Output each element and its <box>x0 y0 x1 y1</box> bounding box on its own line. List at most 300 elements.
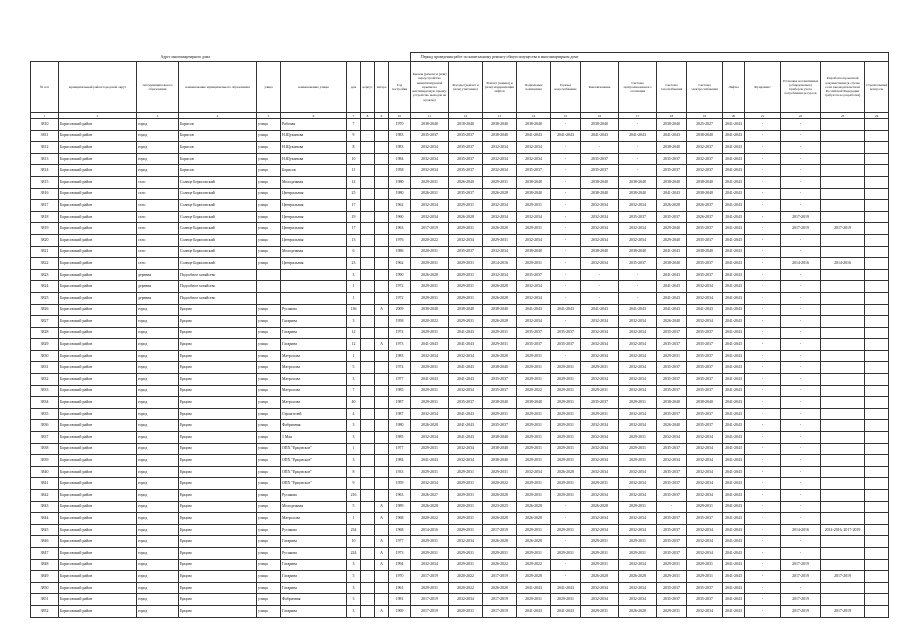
table-cell <box>361 582 375 594</box>
table-cell: 2041-2043 <box>517 605 551 617</box>
table-cell: 2032-2034 <box>449 455 483 467</box>
table-cell: Подсобное хозяйство <box>179 281 257 293</box>
table-cell: 2029-2031 <box>517 594 551 606</box>
table-cell: Борисовский район <box>59 176 137 188</box>
table-cell: 2032-2034 <box>687 547 723 559</box>
table-cell: 2041-2043 <box>551 304 581 316</box>
table-cell: 2041-2043 <box>551 582 581 594</box>
table-cell <box>375 594 389 606</box>
table-cell: 3832 <box>31 374 59 386</box>
table-cell: - <box>745 605 781 617</box>
table-cell: 2029-2031 <box>551 420 581 432</box>
table-cell: 2041-2043 <box>723 408 745 420</box>
table-cell: - <box>781 200 821 212</box>
table-cell <box>865 142 889 154</box>
table-cell: улица <box>257 605 281 617</box>
column-header: Лифты <box>723 62 745 113</box>
table-cell: 2035-2037 <box>657 385 687 397</box>
table-cell: 2029-2031 <box>517 547 551 559</box>
table-cell: - <box>781 490 821 502</box>
table-cell: село <box>137 258 179 270</box>
table-cell: 2035-2037 <box>657 490 687 502</box>
table-cell: 1985 <box>389 432 411 444</box>
table-cell <box>361 350 375 362</box>
table-cell <box>361 362 375 374</box>
table-cell: 2029-2031 <box>551 524 581 536</box>
table-cell <box>361 524 375 536</box>
table-cell: Ерцово <box>179 397 257 409</box>
table-row <box>31 443 889 455</box>
table-cell: Борисовский район <box>59 513 137 525</box>
table-cell: город <box>137 605 179 617</box>
table-cell <box>375 234 389 246</box>
table-cell <box>361 246 375 258</box>
table-cell: 2035-2037 <box>657 536 687 548</box>
table-cell: Гагарина <box>281 339 347 351</box>
table-row <box>31 176 889 188</box>
table-cell: 2032-2034 <box>449 385 483 397</box>
table-cell: 2029-2031 <box>517 408 551 420</box>
table-cell: 2041-2043 <box>411 374 449 386</box>
group-periods: Период проведения работ по капитальному ремонту общего имущества в многоквартирном доме <box>411 53 889 62</box>
table-row <box>31 200 889 212</box>
table-cell: - <box>781 165 821 177</box>
table-cell: 2029-2031 <box>657 605 687 617</box>
column-number: 20 <box>723 113 745 119</box>
table-cell: город <box>137 432 179 444</box>
table-cell: 2026-2028 <box>483 582 517 594</box>
table-cell: Солнце Борисовский <box>179 258 257 270</box>
table-cell: 2032-2034 <box>483 165 517 177</box>
table-cell: 3812 <box>31 142 59 154</box>
table-cell: 4 <box>347 408 361 420</box>
table-row <box>31 478 889 490</box>
table-cell: 3831 <box>31 362 59 374</box>
table-cell: Матросова <box>281 350 347 362</box>
table-cell: Центральная <box>281 188 347 200</box>
table-cell: ОПХ "Ерцовское" <box>281 455 347 467</box>
table-cell: Солнце Борисовский <box>179 188 257 200</box>
table-cell: 2038-2040 <box>657 176 687 188</box>
table-cell <box>361 432 375 444</box>
table-cell: 2029-2031 <box>657 559 687 571</box>
table-cell: 3849 <box>31 571 59 583</box>
table-cell: 2041-2043 <box>723 327 745 339</box>
table-cell: 2032-2034 <box>687 292 723 304</box>
table-cell <box>821 339 865 351</box>
table-cell: Борисовский район <box>59 234 137 246</box>
table-row <box>31 153 889 165</box>
table-cell: Н.Щукинова <box>281 142 347 154</box>
table-cell <box>821 165 865 177</box>
table-cell: 2035-2037 <box>517 269 551 281</box>
table-cell: 2032-2034 <box>687 524 723 536</box>
table-cell <box>375 292 389 304</box>
table-cell: улица <box>257 443 281 455</box>
table-cell: 2032-2034 <box>619 223 657 235</box>
table-cell <box>375 142 389 154</box>
table-cell: 2041-2043 <box>411 455 449 467</box>
table-cell: 2041-2043 <box>723 211 745 223</box>
column-header: Канализование <box>581 62 619 113</box>
table-cell: 2041-2043 <box>723 571 745 583</box>
table-cell: 2032-2034 <box>581 455 619 467</box>
table-cell: 2032-2034 <box>581 443 619 455</box>
table-cell: Борисовский район <box>59 350 137 362</box>
table-cell: 2018-2040 <box>449 119 483 131</box>
table-cell: 2041-2043 <box>723 559 745 571</box>
table-cell: 2032-2034 <box>619 594 657 606</box>
table-cell: 2041-2043 <box>551 605 581 617</box>
table-cell: 136 <box>347 304 361 316</box>
table-cell <box>361 327 375 339</box>
table-cell: 1990 <box>389 269 411 281</box>
table-row <box>31 130 889 142</box>
table-cell <box>361 547 375 559</box>
table-cell: 1 <box>347 443 361 455</box>
table-row <box>31 559 889 571</box>
table-cell: 2041-2043 <box>657 188 687 200</box>
table-cell: Солнце Борисовский <box>179 176 257 188</box>
table-cell: 2035-2037 <box>517 327 551 339</box>
table-cell: Ерцово <box>179 466 257 478</box>
table-cell: 3833 <box>31 385 59 397</box>
column-header: корпус <box>361 62 375 113</box>
table-cell: 2029-2031 <box>517 443 551 455</box>
table-cell: - <box>745 374 781 386</box>
table-cell: - <box>745 385 781 397</box>
table-cell: 2038-2040 <box>483 397 517 409</box>
table-cell <box>865 119 889 131</box>
table-cell: 2032-2034 <box>411 211 449 223</box>
table-cell: город <box>137 304 179 316</box>
column-number: 16 <box>581 113 619 119</box>
table-cell <box>821 374 865 386</box>
table-cell: 3836 <box>31 420 59 432</box>
table-cell: 3827 <box>31 316 59 328</box>
table-cell: - <box>781 130 821 142</box>
table-cell: 2035-2037 <box>657 153 687 165</box>
table-cell: 10 <box>347 536 361 548</box>
table-cell: 2017-2019 <box>411 594 449 606</box>
table-cell: 2029-2031 <box>517 478 551 490</box>
table-cell: А <box>375 547 389 559</box>
table-cell: - <box>745 582 781 594</box>
table-cell: Ерцово <box>179 350 257 362</box>
table-cell: улица <box>257 547 281 559</box>
table-cell: Русакова <box>281 304 347 316</box>
table-row <box>31 281 889 293</box>
table-cell: город <box>137 374 179 386</box>
table-cell: 2041-2043 <box>657 246 687 258</box>
table-cell <box>361 478 375 490</box>
table-cell: Матросова <box>281 374 347 386</box>
table-cell <box>361 200 375 212</box>
table-cell: 2032-2034 <box>581 258 619 270</box>
table-cell: 2032-2034 <box>581 466 619 478</box>
table-cell: 2032-2034 <box>619 490 657 502</box>
table-cell: - <box>745 466 781 478</box>
table-cell: 2041-2043 <box>657 281 687 293</box>
table-cell: 2035-2037 <box>687 362 723 374</box>
table-cell: 1958 <box>389 165 411 177</box>
table-cell: - <box>581 281 619 293</box>
table-cell: 2041-2043 <box>723 316 745 328</box>
table-cell: А <box>375 501 389 513</box>
table-cell: 2029-2031 <box>449 223 483 235</box>
table-cell: - <box>581 292 619 304</box>
table-cell: 3844 <box>31 513 59 525</box>
table-cell: 2035-2037 <box>687 339 723 351</box>
table-cell: - <box>745 536 781 548</box>
table-cell: А <box>375 513 389 525</box>
table-row <box>31 269 889 281</box>
table-cell: Матросова <box>281 397 347 409</box>
table-cell: 5 <box>347 501 361 513</box>
column-header: Кровля (ремонт и (или) переустройство невентилируемой крыши на вентилируемую крышу, устройство выходов на кровлю) <box>411 62 449 113</box>
table-cell: 2029-2031 <box>551 385 581 397</box>
table-cell: город <box>137 582 179 594</box>
table-cell: 2029-2031 <box>449 258 483 270</box>
table-cell: село <box>137 211 179 223</box>
table-cell: 2035-2037 <box>483 420 517 432</box>
table-cell: 1963 <box>389 490 411 502</box>
table-cell: 2017-2019 <box>483 524 517 536</box>
table-cell: Подсобное хозяйство <box>179 292 257 304</box>
table-cell: 1989 <box>389 501 411 513</box>
table-cell: 2041-2043 <box>551 130 581 142</box>
table-cell <box>865 408 889 420</box>
table-cell: улица <box>257 130 281 142</box>
table-cell: - <box>781 466 821 478</box>
table-cell: - <box>551 153 581 165</box>
table-cell: 2032-2034 <box>619 559 657 571</box>
table-cell: Ерцово <box>179 304 257 316</box>
table-cell: 2032-2034 <box>581 490 619 502</box>
table-cell: Ерцово <box>179 478 257 490</box>
table-cell: 1 Мая <box>281 432 347 444</box>
table-cell: 2035-2037 <box>619 258 657 270</box>
table-cell: 3 <box>347 316 361 328</box>
table-row <box>31 258 889 270</box>
table-cell: Борисовский район <box>59 374 137 386</box>
table-cell: 2017-2019 <box>821 605 865 617</box>
table-cell: Ерцово <box>179 571 257 583</box>
table-cell: 2017-2019 <box>483 594 517 606</box>
table-cell: 3814 <box>31 165 59 177</box>
table-cell: 2035-2037 <box>687 408 723 420</box>
table-cell: 2029-2031 <box>517 455 551 467</box>
table-cell: село <box>137 223 179 235</box>
table-cell: 2029-2031 <box>619 536 657 548</box>
table-cell: улица <box>257 165 281 177</box>
table-cell: 2029-2031 <box>687 501 723 513</box>
table-cell: 2035-2037 <box>657 443 687 455</box>
table-cell: - <box>745 594 781 606</box>
table-row <box>31 397 889 409</box>
table-cell: 234 <box>347 524 361 536</box>
table-cell: 2041-2043 <box>723 605 745 617</box>
table-cell: 1980 <box>389 176 411 188</box>
table-cell: 2041-2043 <box>723 258 745 270</box>
table-cell <box>821 350 865 362</box>
table-cell: 2035-2037 <box>517 339 551 351</box>
table-cell: 2038-2040 <box>483 304 517 316</box>
table-cell: 2032-2034 <box>687 316 723 328</box>
table-cell: 224 <box>347 547 361 559</box>
table-cell: 2026-2028 <box>483 281 517 293</box>
table-cell <box>821 281 865 293</box>
table-cell: 2032-2034 <box>483 142 517 154</box>
table-cell: 1985 <box>389 385 411 397</box>
column-header: литера <box>375 62 389 113</box>
table-cell: 2020-2022 <box>449 582 483 594</box>
table-cell <box>821 420 865 432</box>
table-cell <box>821 269 865 281</box>
table-cell: 2038-2040 <box>687 188 723 200</box>
table-cell: 2032-2034 <box>619 316 657 328</box>
table-cell: 1980 <box>389 420 411 432</box>
table-cell: Ерцово <box>179 385 257 397</box>
table-cell <box>821 142 865 154</box>
table-cell: А <box>375 339 389 351</box>
table-cell: 2032-2034 <box>581 200 619 212</box>
table-cell <box>361 316 375 328</box>
table-cell: Борисовский район <box>59 188 137 200</box>
table-cell <box>375 478 389 490</box>
table-cell: 2029-2031 <box>551 397 581 409</box>
table-cell <box>821 327 865 339</box>
table-cell: 2026-2037 <box>687 200 723 212</box>
table-cell: 2026-2028 <box>483 223 517 235</box>
table-cell: 3 <box>347 374 361 386</box>
table-cell: город <box>137 559 179 571</box>
table-cell: 2029-2031 <box>687 571 723 583</box>
table-cell: 2041-2043 <box>723 292 745 304</box>
table-cell: 2029-2031 <box>411 281 449 293</box>
table-cell: 2041-2043 <box>723 362 745 374</box>
table-cell: 2026-2037 <box>687 211 723 223</box>
table-cell: Солнце Борисовский <box>179 234 257 246</box>
table-cell: улица <box>257 327 281 339</box>
table-cell: 2029-2031 <box>517 258 551 270</box>
table-cell: 3828 <box>31 327 59 339</box>
table-cell: 2017-2019 <box>781 571 821 583</box>
table-cell: 2035-2037 <box>687 223 723 235</box>
table-cell: Борисовский район <box>59 142 137 154</box>
table-cell: улица <box>257 385 281 397</box>
table-cell: улица <box>257 536 281 548</box>
table-cell: улица <box>257 478 281 490</box>
table-cell: 2032-2037 <box>687 142 723 154</box>
table-cell: Центральная <box>281 258 347 270</box>
table-cell: - <box>551 165 581 177</box>
table-cell: - <box>745 339 781 351</box>
table-cell: - <box>781 455 821 467</box>
table-cell: 2035-2037 <box>687 374 723 386</box>
table-cell: - <box>551 350 581 362</box>
table-cell: Подсобное хозяйство <box>179 269 257 281</box>
table-cell: - <box>745 408 781 420</box>
table-cell <box>821 246 865 258</box>
table-cell <box>865 234 889 246</box>
column-number: 24 <box>865 113 889 119</box>
table-cell <box>361 490 375 502</box>
table-cell: 2029-2031 <box>411 292 449 304</box>
table-cell: 13 <box>347 234 361 246</box>
table-cell: 2032-2034 <box>517 316 551 328</box>
table-cell: 1960 <box>389 211 411 223</box>
table-cell: 2038-2040 <box>581 119 619 131</box>
table-cell: 1933 <box>389 466 411 478</box>
table-cell: 1977 <box>389 443 411 455</box>
table-cell: 2017-2019 <box>781 594 821 606</box>
table-cell: 2029-2031 <box>449 466 483 478</box>
table-cell: 2035-2037 <box>657 362 687 374</box>
table-cell: 2009 <box>389 304 411 316</box>
table-cell: 2029-2031 <box>517 350 551 362</box>
table-cell: 2041-2043 <box>449 339 483 351</box>
table-cell: 2035-2037 <box>483 385 517 397</box>
table-cell: 1983 <box>389 142 411 154</box>
table-cell: 2032-2034 <box>411 559 449 571</box>
column-number: 9 <box>375 113 389 119</box>
column-number: 10 <box>389 113 411 119</box>
table-cell <box>821 397 865 409</box>
table-cell: улица <box>257 200 281 212</box>
table-cell: 3840 <box>31 466 59 478</box>
table-cell <box>257 292 281 304</box>
spreadsheet <box>30 52 888 618</box>
table-cell: - <box>581 269 619 281</box>
table-cell: 2035-2037 <box>687 234 723 246</box>
table-cell: 2032-2034 <box>619 582 657 594</box>
table-cell: 2035-2037 <box>551 339 581 351</box>
table-cell: 3816 <box>31 188 59 200</box>
table-cell: Борисовский район <box>59 165 137 177</box>
table-cell: 2032-2034 <box>619 466 657 478</box>
table-cell <box>361 374 375 386</box>
table-cell <box>821 304 865 316</box>
table-cell: 2017-2019 <box>483 605 517 617</box>
table-cell: Ерцово <box>179 524 257 536</box>
table-cell <box>375 200 389 212</box>
table-cell: 2035-2037 <box>687 269 723 281</box>
table-cell: 2041-2043 <box>723 478 745 490</box>
table-cell: 2032-2034 <box>619 339 657 351</box>
table-cell: улица <box>257 397 281 409</box>
table-cell: - <box>745 513 781 525</box>
table-cell <box>865 547 889 559</box>
table-cell: 1984 <box>389 153 411 165</box>
table-cell: Молодежная <box>281 501 347 513</box>
table-cell: - <box>551 142 581 154</box>
column-header: Строительный контроль <box>865 62 889 113</box>
table-cell: Фабричная <box>281 420 347 432</box>
table-cell: 2014-2016, 2017-2019 <box>821 524 865 536</box>
table-cell: 6 <box>347 246 361 258</box>
table-cell: город <box>137 339 179 351</box>
table-cell <box>361 188 375 200</box>
table-cell: - <box>551 281 581 293</box>
table-cell: Борисовский район <box>59 455 137 467</box>
table-cell: улица <box>257 234 281 246</box>
table-cell: - <box>745 420 781 432</box>
table-cell: - <box>551 200 581 212</box>
table-cell: 2029-2031 <box>619 455 657 467</box>
table-cell: 3845 <box>31 524 59 536</box>
table-cell <box>821 119 865 131</box>
